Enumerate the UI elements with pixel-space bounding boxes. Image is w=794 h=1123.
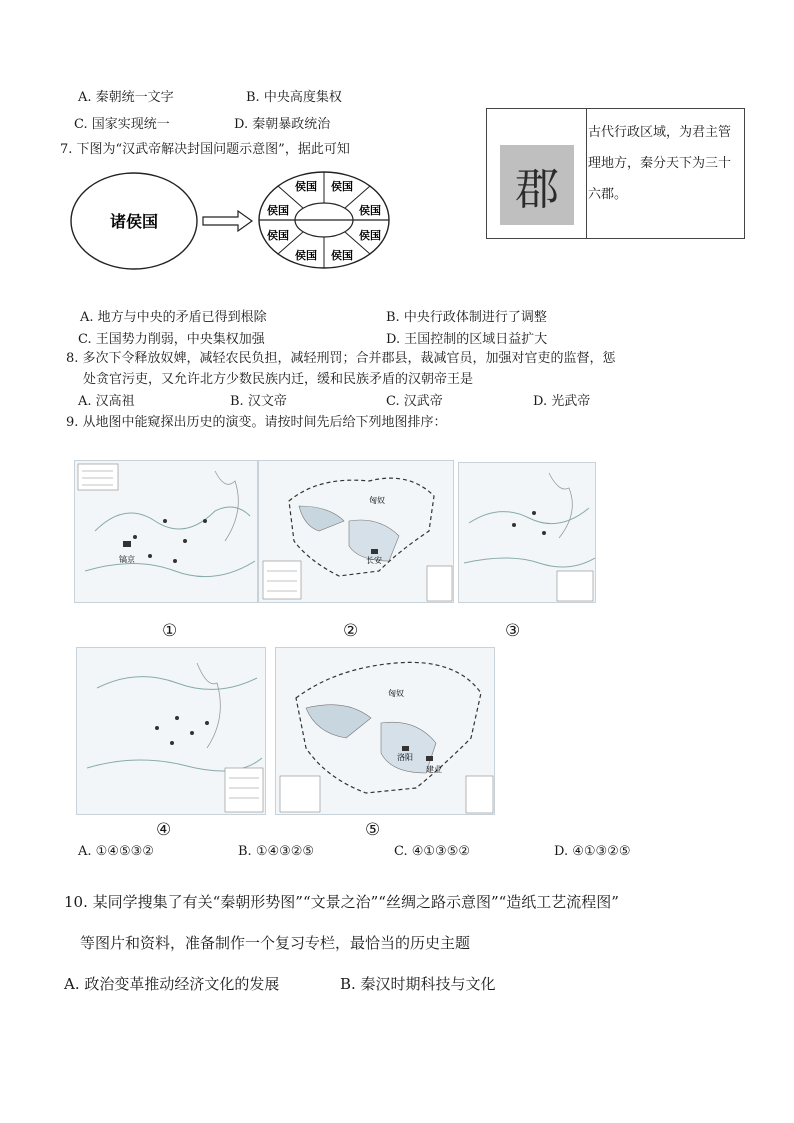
map1-city-label: 镐京 (119, 555, 135, 564)
divided-kingdom-wheel (259, 172, 389, 268)
q7-option-c: C. 王国势力削弱，中央集权加强 (78, 332, 265, 347)
map2-region-label: 匈奴 (369, 496, 385, 505)
q9-stem: 9. 从地图中能窥探出历史的演变。请按时间先后给下列地图排序： (66, 415, 447, 430)
q9-option-a: A. ①④⑤③② (78, 844, 154, 859)
segment-label-3: 侯国 (267, 204, 289, 217)
map-4 (76, 647, 266, 815)
map-label-4: ④ (156, 820, 172, 840)
q6-option-a: A. 秦朝统一文字 (78, 90, 174, 105)
q7-option-d: D. 王国控制的区域日益扩大 (386, 332, 548, 347)
q8-option-c: C. 汉武帝 (386, 394, 443, 409)
q8-option-b: B. 汉文帝 (230, 394, 287, 409)
seal-description: 古代行政区域，为君主管理地方，秦分天下为三十六郡。 (588, 125, 732, 202)
map-label-5: ⑤ (365, 820, 381, 840)
map-1 (74, 460, 258, 603)
map-5 (275, 647, 495, 815)
q9-option-d: D. ④①③②⑤ (554, 844, 631, 859)
map5-city1-label: 洛阳 (397, 753, 413, 762)
map-label-2: ② (343, 621, 359, 641)
seal-character: 郡 (515, 164, 559, 215)
q10-option-b: B. 秦汉时期科技与文化 (340, 975, 496, 993)
q7-option-b: B. 中央行政体制进行了调整 (386, 310, 547, 325)
seal-image (500, 145, 574, 225)
q8-option-d: D. 光武帝 (533, 394, 591, 409)
segment-label-1: 侯国 (295, 180, 317, 193)
q7-stem: 7. 下图为“汉武帝解决封国问题示意图”，据此可知 (60, 142, 350, 157)
segment-label-5: 侯国 (267, 229, 289, 242)
arrow-icon (203, 211, 252, 231)
q7-option-a: A. 地方与中央的矛盾已得到根除 (80, 310, 267, 325)
map2-city-label: 长安 (366, 556, 382, 565)
q6-option-c: C. 国家实现统一 (74, 117, 170, 132)
map5-city2-label: 建业 (426, 765, 442, 774)
kingdom-label: 诸侯国 (109, 212, 159, 231)
segment-label-7: 侯国 (295, 249, 317, 262)
seal-info-box (486, 108, 745, 239)
box-divider (586, 109, 587, 238)
map5-region-label: 匈奴 (388, 689, 404, 698)
q8-stem-line1: 8. 多次下令释放奴婢，减轻农民负担，减轻刑罚；合并郡县，裁减官员，加强对官吏的监督，惩 (66, 351, 616, 366)
map-label-3: ③ (505, 621, 521, 641)
q7-diagram (66, 166, 396, 276)
q10-stem-line1: 10. 某同学搜集了有关“秦朝形势图”“文景之治”“丝绸之路示意图”“造纸工艺流程图” (64, 893, 619, 911)
q6-option-d: D. 秦朝暴政统治 (234, 117, 331, 132)
q8-stem-line2: 处贪官污吏，又允许北方少数民族内迁，缓和民族矛盾的汉朝帝王是 (83, 372, 474, 387)
map-2 (258, 460, 454, 603)
map-label-1: ① (162, 621, 178, 641)
q10-stem-line2: 等图片和资料，准备制作一个复习专栏，最恰当的历史主题 (80, 934, 471, 952)
segment-label-4: 侯国 (359, 204, 381, 217)
q6-option-b: B. 中央高度集权 (246, 90, 342, 105)
map-3 (458, 462, 596, 603)
segment-label-2: 侯国 (331, 180, 353, 193)
q9-option-c: C. ④①③⑤② (394, 844, 471, 859)
segment-label-6: 侯国 (359, 229, 381, 242)
q10-option-a: A. 政治变革推动经济文化的发展 (64, 975, 280, 993)
q8-option-a: A. 汉高祖 (78, 394, 135, 409)
segment-label-8: 侯国 (331, 249, 353, 262)
q9-option-b: B. ①④③②⑤ (238, 844, 315, 859)
